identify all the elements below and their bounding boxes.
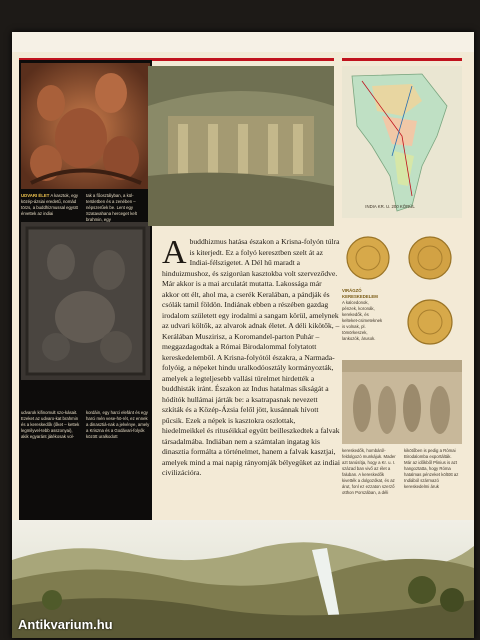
caption-virago-title: VIRÁGZÓ KERESKEDELEM (342, 288, 378, 299)
cave-temple-painting (148, 66, 334, 226)
book-spread (12, 32, 474, 638)
caption-udvari-bottom-right: kordáin, egy harci elefánt és egy harci mén vese-hö-rét, ez ennek a dinasztiá-nak a jelvénye, amely a Kriszna és a Godávari-folyók között uralkodott (86, 410, 150, 439)
caption-udvari-bottom-left: udvarok kifinomult szo-kásait. Ezeket az udvaro-kat brahmin és a kereskedők (őket – kettek legmilyvel-tebb asszonyai), akik egyaránt játékosak vol- (21, 410, 80, 439)
stone-relief-photo (21, 222, 150, 380)
drop-cap: A (162, 234, 187, 271)
watermark: Antikvarium.hu (18, 617, 113, 632)
caption-virago (342, 288, 384, 342)
caption-udvari-right: tak a főosztályban, a kül-területben és a zenében – népszerűek be. Lent egy Szatavahana herceget kelt brahmin, egy (86, 193, 137, 222)
sculpture-photo (21, 63, 150, 189)
red-rule-center (148, 58, 334, 61)
caption-virago-body: A kalcedonok, pénzek, koronák, kerekedők, és kelteket-csimeteknek is volnak, pl. tömörkeszek, lankozók, árusok. (342, 300, 383, 341)
caption-udvari-left (21, 193, 81, 217)
caption-udvari-title: UDVARI ÉLET (21, 193, 50, 198)
merchant-relief-photo (342, 360, 462, 444)
india-map (342, 66, 462, 218)
red-rule-right (342, 58, 462, 61)
article-body: buddhizmus hatása északon a Krisna-folyón túlra is kiterjedt. Ez a folyó keresztben szelt át az Indiai-félszigetet. A Dél hű maradt a hinduizmushoz, és szigorúan kasztokba volt szerveződve. Már akkor is a mai arculatát mutatta. Lakossága már akkor ott élt, ahol ma, a cserék Keralában, a pándják és csólák tamil földön. Indiának ebben a részében gazdag irodalom született egy irodalmi a sangam körül, amelynek az udvari költők, az alvarok adnak életet. A déli kikötők, – Kerálában Muszirisz, a Koromandel-parton Puhár – meggazdagodtak a Római Birodalommal folytatott kereskedelemből. A Krisna-folyótól északra, a Narmada-folyóig, a népeket hindu uralkodóosztály kormányozták, amelyek a legteljesebb vallási türelmet hirdették a buddhisták iránt. Északon az Indus hatalmas síkságát a hódítók hullámai járták be: a ksatrapasnak nevezett szkíták és a Közép-Ázsia felől jött, kusánnak hívott pűcsik. Ezek a népek is kasztokra oszlottak, hiedelmeikkel és rituséikkal együtt beilleszkedtek a falvak társadalmába. Indiában nem a számtalan ingatag kis dinasztia formálta a történelmet, hanem a falvak kasztjai, amelyek mind a mai napig rányomják bélyegüket az indiai civilizációra. (162, 237, 340, 477)
caption-relief-right: kikötőben is pedig a Római Birodalomba exportálták. Már az időkből Plinius is azt hangoztatta, hogy Róma hatalmas pénzeket költött az Indiából származó kereskedelmi áruk (404, 448, 459, 489)
main-article-text (162, 234, 340, 479)
caption-relief-left: kereskedők, hombáról-feldolgozó munkájuk. Mader azt tanúsítja, hogy a Kr. u. I. század ban vivő az élet a faluban. A kereskedők kivették a dolgozókat, és az árut, fonl ez ezzaton szerző otthon Porszában, a déli (342, 448, 396, 495)
map-label: INDIA KR. U. 200 KÖRÜL (365, 204, 415, 209)
caption-udvari-left-text: A kasztok, egy közép-ázsiai eredetű, nomád törzs, a buddhizmussal együtt érvettek az indiai (21, 193, 79, 216)
page-top-edge (12, 32, 474, 52)
